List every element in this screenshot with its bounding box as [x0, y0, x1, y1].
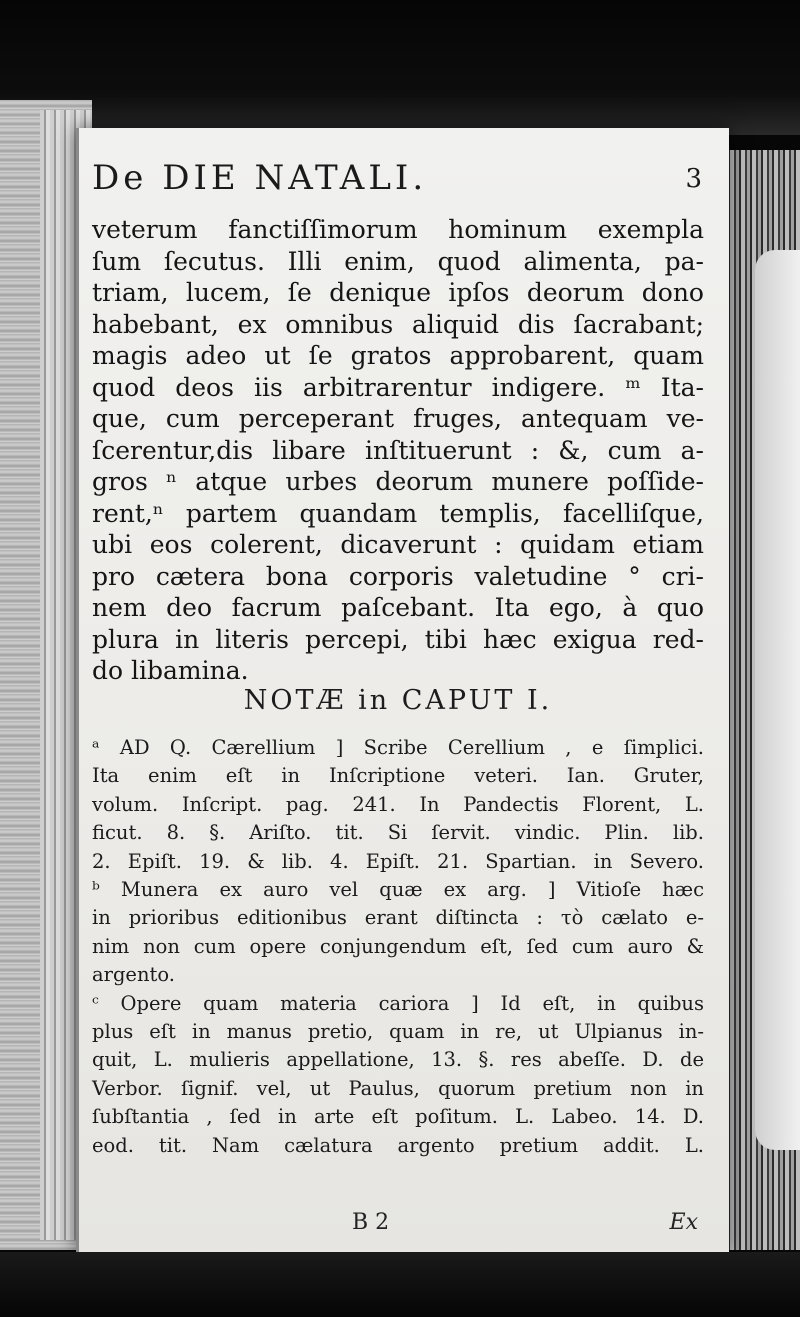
- note-line: volum. Inſcript. pag. 241. In Pandectis Florent, L.: [92, 792, 704, 816]
- running-title: De DIE NATALI.: [92, 158, 428, 198]
- text-line: habebant, ex omnibus aliquid dis ſacrabant;: [92, 309, 704, 339]
- note-line: ᵇ Munera ex auro vel quæ ex arg. ] Vitioſe hæc: [92, 878, 704, 902]
- text-line: ſum ſecutus. Illi enim, quod alimenta, pa-: [92, 246, 704, 276]
- text-line: magis adeo ut ſe gratos approbarent, quam: [92, 341, 704, 370]
- note-line: quit, L. mulieris appellatione, 13. §. res abeſſe. D. de: [92, 1048, 704, 1072]
- scan-background-top: [0, 0, 800, 135]
- main-text-block: [92, 214, 704, 687]
- note-line: ᶜ Opere quam materia cariora ] Id eſt, in quibus: [92, 991, 704, 1015]
- scan-background-bottom: [0, 1252, 800, 1317]
- note-line: ſubſtantia , ſed in arte eſt poſitum. L. Labeo. 14. D.: [92, 1105, 704, 1129]
- note-line: ᵃ AD Q. Cærellium ] Scribe Cerellium , e ſimplici.: [92, 736, 704, 759]
- note-line: Verbor. ſignif. vel, ut Paulus, quorum pretium non in: [92, 1076, 704, 1100]
- page-stack-right-edge: [755, 250, 800, 1150]
- note-line: plus eſt in manus pretio, quam in re, ut Ulpianus in-: [92, 1020, 704, 1044]
- note-line: nim non cum opere conjungendum eſt, ſed cum auro &: [92, 934, 704, 958]
- note-line: Ita enim eſt in Inſcriptione veteri. Ian. Gruter,: [92, 764, 704, 788]
- text-line: ſcerentur,dis libare inſtituerunt : &, cum a-: [92, 435, 704, 465]
- text-line: ubi eos colerent, dicaverunt : quidam etiam: [92, 530, 704, 559]
- notes-heading: NOTÆ in CAPUT I.: [243, 685, 553, 716]
- page-number: 3: [685, 164, 702, 194]
- running-head: [92, 158, 702, 208]
- notes-block: [92, 734, 704, 1160]
- page-footer: [92, 1210, 704, 1240]
- text-line: plura in literis percepi, tibi hæc exigua red-: [92, 624, 704, 654]
- catchword: Ex: [669, 1210, 698, 1235]
- text-line: pro cætera bona corporis valetudine ° cri-: [92, 561, 704, 591]
- text-line: que, cum perceperant fruges, antequam ve-: [92, 404, 704, 433]
- note-line: 2. Epiſt. 19. & lib. 4. Epiſt. 21. Spartian. in Severo.: [92, 849, 704, 873]
- text-line: gros ⁿ atque urbes deorum munere poſſide-: [92, 467, 704, 496]
- note-line: eod. tit. Nam cælatura argento pretium addit. L.: [92, 1133, 704, 1157]
- note-line: ficut. 8. §. Ariſto. tit. Si ſervit. vindic. Plin. lib.: [92, 821, 704, 845]
- text-line: nem deo facrum paſcebant. Ita ego, à quo: [92, 593, 704, 622]
- text-line: veterum fanctiſſimorum hominum exempla: [92, 215, 704, 244]
- note-line: in prioribus editionibus erant diſtincta : τὸ cælato e-: [92, 906, 704, 930]
- text-line: do libamina.: [92, 656, 249, 685]
- note-line: argento.: [92, 963, 175, 987]
- signature-mark: B 2: [352, 1210, 390, 1235]
- text-line: triam, lucem, ſe denique ipſos deorum dono: [92, 278, 704, 307]
- text-line: quod deos iis arbitrarentur indigere. ᵐ Ita-: [92, 372, 704, 402]
- text-line: rent,ⁿ partem quandam templis, facelliſque,: [92, 498, 704, 528]
